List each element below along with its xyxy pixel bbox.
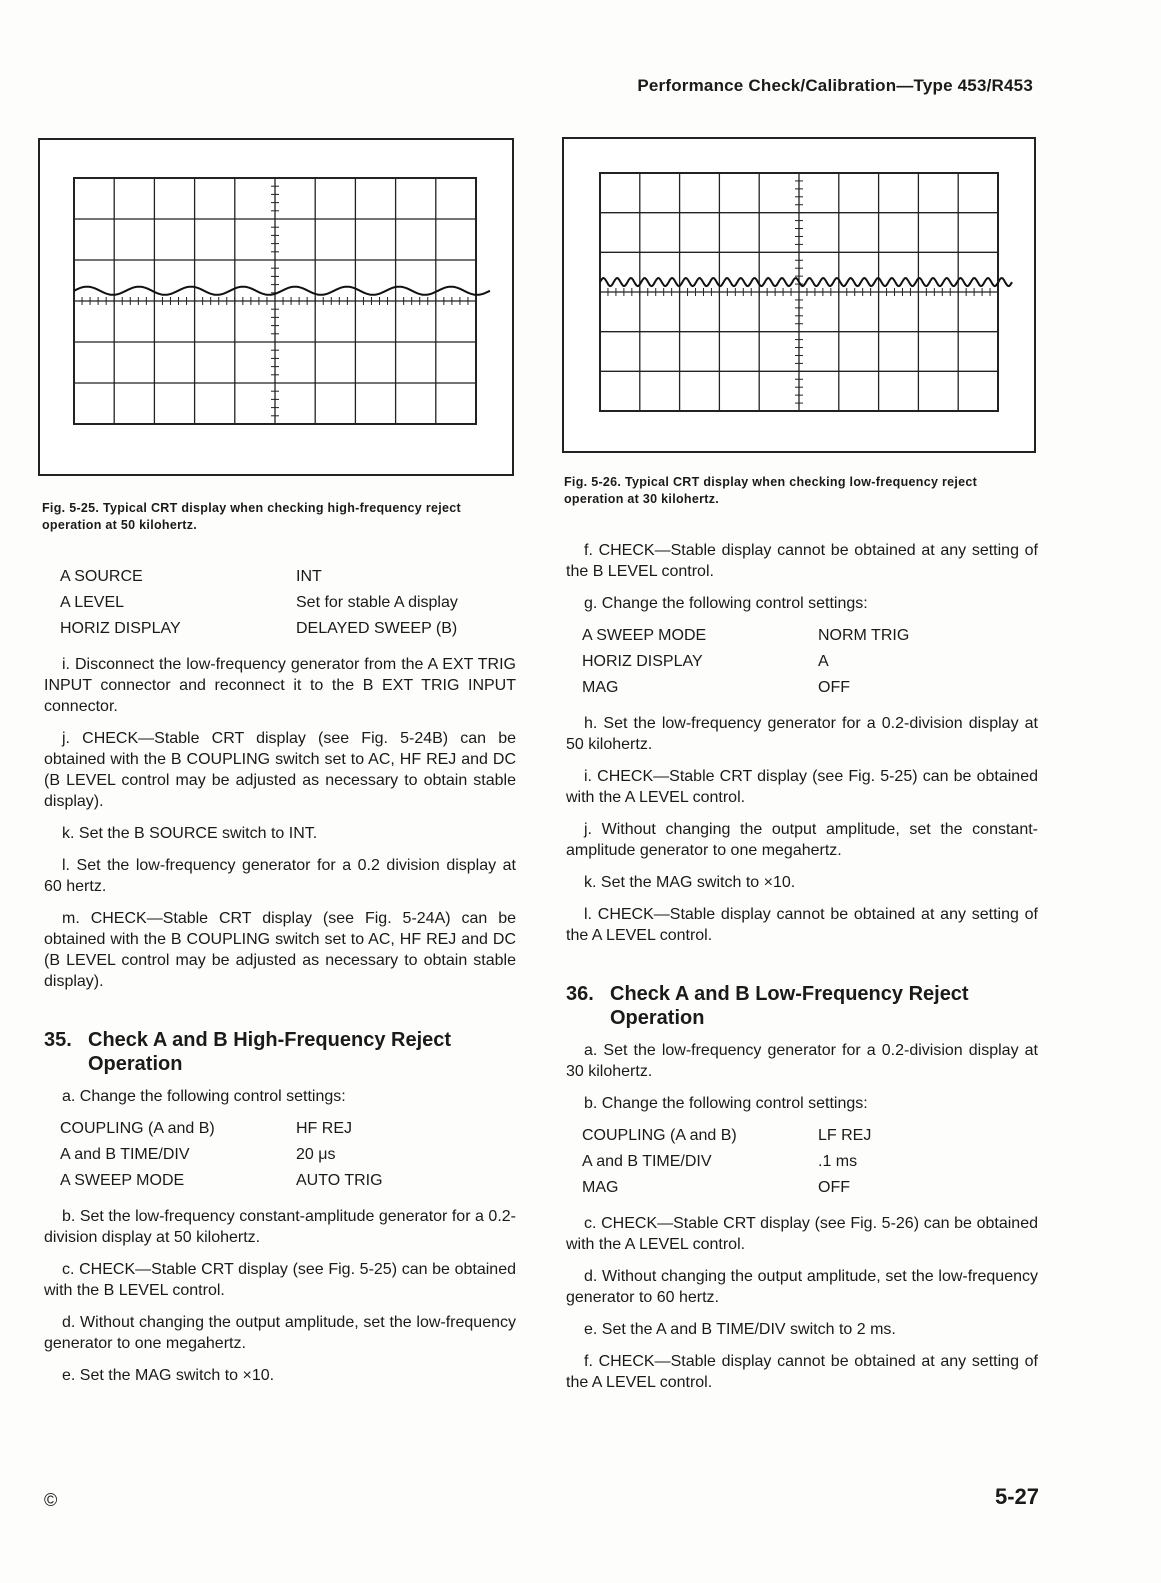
right-column xyxy=(566,540,1038,1404)
step-l: l. CHECK—Stable display cannot be obtained at any setting of the A LEVEL control. xyxy=(566,906,1038,944)
step-c: c. CHECK—Stable CRT display (see Fig. 5-26) can be obtained with the A LEVEL control. xyxy=(566,1215,1038,1253)
page-number: 5-27 xyxy=(994,1484,1039,1509)
setting-name: COUPLING (A and B) xyxy=(60,1120,215,1137)
step-f: f. CHECK—Stable display cannot be obtained at any setting of the B LEVEL control. xyxy=(566,542,1038,580)
setting-value: AUTO TRIG xyxy=(296,1172,383,1189)
settings-row xyxy=(582,651,909,677)
settings-row xyxy=(60,1118,383,1144)
settings-row xyxy=(582,625,909,651)
setting-name: A SWEEP MODE xyxy=(60,1172,185,1189)
setting-name: HORIZ DISPLAY xyxy=(60,620,181,637)
step-b: b. Set the low-frequency constant-amplitude generator for a 0.2-division display at 50 kilohertz. xyxy=(44,1208,516,1246)
step-g: g. Change the following control settings: xyxy=(584,595,868,612)
left-column xyxy=(44,566,516,1397)
step-j: j. Without changing the output amplitude, set the constant-amplitude generator to one megahertz. xyxy=(566,821,1038,859)
settings-row xyxy=(60,1144,383,1170)
step-i: i. Disconnect the low-frequency generator from the A EXT TRIG INPUT connector and reconnect it to the B EXT TRIG INPUT connector. xyxy=(44,656,516,715)
step-d: d. Without changing the output amplitude, set the low-frequency generator to one megahertz. xyxy=(44,1314,516,1352)
setting-name: A and B TIME/DIV xyxy=(60,1146,190,1163)
step-d: d. Without changing the output amplitude, set the low-frequency generator to 60 hertz. xyxy=(566,1268,1038,1306)
settings-row xyxy=(582,677,909,703)
page-header: Performance Check/Calibration—Type 453/R453 xyxy=(637,76,1033,95)
crt-display-graticule xyxy=(564,139,1034,451)
setting-name: A SOURCE xyxy=(60,568,143,585)
setting-name: HORIZ DISPLAY xyxy=(582,653,703,670)
setting-value: INT xyxy=(296,568,322,585)
setting-value: A xyxy=(818,653,829,670)
setting-value: LF REJ xyxy=(818,1127,872,1144)
crt-display-graticule xyxy=(40,140,512,474)
setting-value: 20 μs xyxy=(296,1146,336,1163)
step-j: j. CHECK—Stable CRT display (see Fig. 5-24B) can be obtained with the B COUPLING switch set to AC, HF REJ and DC (B LEVEL control may be adjusted as necessary to obtain stable display). xyxy=(44,730,516,810)
setting-name: A SWEEP MODE xyxy=(582,627,707,644)
setting-value: HF REJ xyxy=(296,1120,352,1137)
settings-row xyxy=(582,1177,871,1203)
copyright-mark: © xyxy=(44,1490,58,1510)
figure-5-25-caption: Fig. 5-25. Typical CRT display when checking high-frequency reject operation at 50 kilohertz. xyxy=(42,501,461,532)
settings-row xyxy=(60,1170,383,1196)
step-i: i. CHECK—Stable CRT display (see Fig. 5-25) can be obtained with the A LEVEL control. xyxy=(566,768,1038,806)
setting-name: MAG xyxy=(582,679,619,696)
setting-name: COUPLING (A and B) xyxy=(582,1127,737,1144)
setting-name: A LEVEL xyxy=(60,594,125,611)
step-e: e. Set the A and B TIME/DIV switch to 2 ms. xyxy=(584,1321,896,1338)
section-title: Check A and B High-Frequency Reject xyxy=(88,1029,452,1051)
section-35-heading xyxy=(44,1028,516,1076)
settings-table xyxy=(582,1125,871,1203)
step-l: l. Set the low-frequency generator for a 0.2 division display at 60 hertz. xyxy=(44,857,516,895)
step-e: e. Set the MAG switch to ×10. xyxy=(62,1367,275,1384)
figure-5-26-caption: Fig. 5-26. Typical CRT display when checking low-frequency reject operation at 30 kilohertz. xyxy=(564,475,978,506)
settings-row xyxy=(60,592,458,618)
section-title-cont: Operation xyxy=(610,1007,705,1029)
waveform-trace xyxy=(600,278,1012,286)
settings-row xyxy=(582,1151,871,1177)
setting-value: OFF xyxy=(818,679,850,696)
step-a: a. Set the low-frequency generator for a 0.2-division display at 30 kilohertz. xyxy=(566,1042,1038,1080)
step-k: k. Set the MAG switch to ×10. xyxy=(584,874,796,891)
settings-row xyxy=(60,566,458,592)
waveform-trace xyxy=(74,287,490,295)
setting-name: MAG xyxy=(582,1179,619,1196)
step-c: c. CHECK—Stable CRT display (see Fig. 5-25) can be obtained with the B LEVEL control. xyxy=(44,1261,516,1299)
settings-table xyxy=(60,1118,383,1196)
settings-table xyxy=(582,625,909,703)
figure-5-25 xyxy=(38,138,514,476)
setting-value: OFF xyxy=(818,1179,850,1196)
figure-5-26 xyxy=(562,137,1036,453)
section-title-cont: Operation xyxy=(88,1053,183,1075)
step-f: f. CHECK—Stable display cannot be obtained at any setting of the A LEVEL control. xyxy=(566,1353,1038,1391)
settings-table xyxy=(60,566,458,644)
section-36-heading xyxy=(566,982,1038,1030)
setting-value: Set for stable A display xyxy=(296,594,458,611)
section-title: Check A and B Low-Frequency Reject xyxy=(610,983,969,1005)
settings-row xyxy=(582,1125,871,1151)
section-number: 35. xyxy=(44,1029,72,1051)
section-number: 36. xyxy=(566,983,594,1005)
step-m: m. CHECK—Stable CRT display (see Fig. 5-24A) can be obtained with the B COUPLING switch set to AC, HF REJ and DC (B LEVEL control may be adjusted as necessary to obtain stable display). xyxy=(44,910,516,990)
step-h: h. Set the low-frequency generator for a 0.2-division display at 50 kilohertz. xyxy=(566,715,1038,753)
setting-value: .1 ms xyxy=(818,1153,858,1170)
settings-row xyxy=(60,618,458,644)
setting-value: NORM TRIG xyxy=(818,627,910,644)
setting-name: A and B TIME/DIV xyxy=(582,1153,712,1170)
step-k: k. Set the B SOURCE switch to INT. xyxy=(62,825,318,842)
step-a: a. Change the following control settings: xyxy=(62,1088,346,1105)
step-b: b. Change the following control settings: xyxy=(584,1095,868,1112)
setting-value: DELAYED SWEEP (B) xyxy=(296,620,458,637)
